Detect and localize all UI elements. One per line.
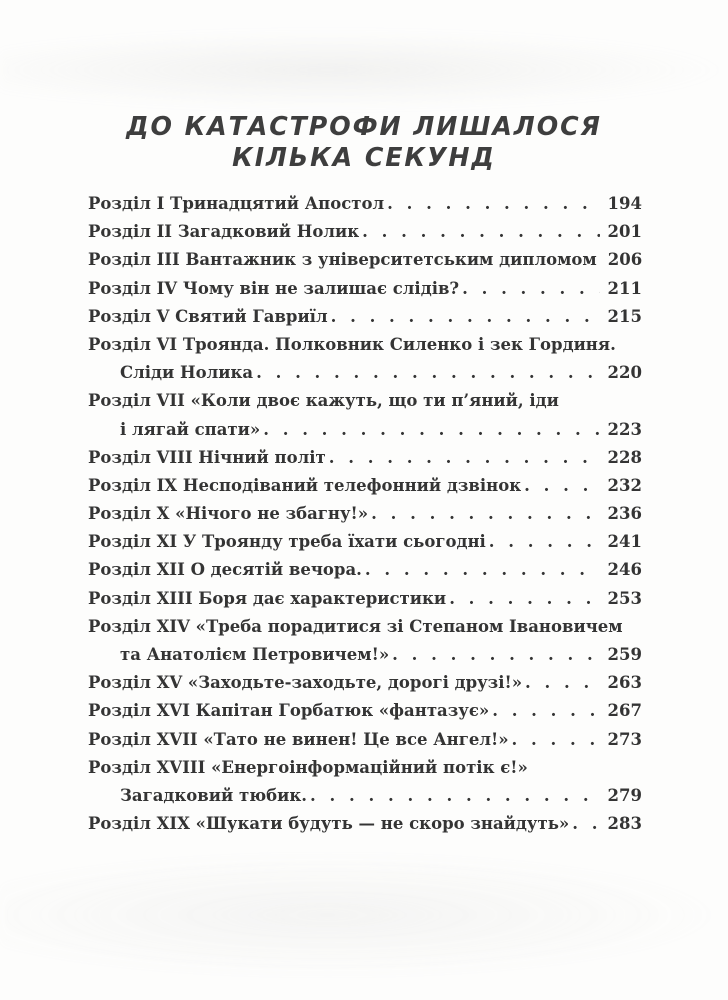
toc-entry [88, 303, 642, 331]
toc-entry [88, 810, 642, 838]
toc-leader-dots [326, 444, 600, 472]
toc-leader-dots [328, 303, 600, 331]
toc-leader-dots [509, 726, 600, 754]
toc-entry-title: Розділ I Тринадцятий Апостол [88, 194, 385, 213]
page-title-line2: КІЛЬКА СЕКУНД [232, 143, 496, 173]
toc-entry-title-continued: і лягай спати» [120, 419, 261, 439]
toc-entry-title: Розділ IX Несподіваний телефонний дзвінок [88, 475, 522, 495]
toc-leader-dots [368, 500, 599, 528]
toc-leader-dots [307, 782, 600, 810]
toc-entry-title: Розділ XII О десятій вечора. [88, 560, 362, 580]
toc-leader-dots [446, 585, 599, 613]
toc-page-number: 223 [607, 419, 642, 439]
toc-entry-title-continued: Загадковий тюбик. [120, 785, 308, 805]
page-title [40, 112, 688, 174]
toc-page-number: 259 [607, 645, 642, 664]
toc-entry-title: Розділ VII «Коли двоє кажуть, що ти п’яний, іди [88, 391, 559, 411]
toc-entry-title: Розділ X «Нічого не збагну!» [88, 504, 369, 524]
toc-entry-title: Розділ III Вантажник з університетським дипломом [88, 250, 597, 270]
toc-page-number: 206 [607, 250, 643, 270]
toc-leader-dots [459, 275, 599, 303]
toc-entry [88, 613, 642, 669]
toc-entry-title-continued: Сліди Нолика [120, 363, 254, 383]
toc-entry-title: Розділ XVI Капітан Горбатюк «фантазує» [88, 701, 490, 721]
toc-page-number: 263 [607, 673, 642, 693]
toc-entry [88, 528, 642, 556]
toc-page-number: 253 [607, 588, 642, 608]
toc-leader-dots [389, 641, 599, 669]
scan-artifact-bottom [0, 850, 728, 980]
toc-entry [88, 387, 642, 443]
toc-page-number: 246 [607, 560, 642, 580]
toc-page-number: 220 [607, 363, 642, 383]
toc-entry-title: Розділ VI Троянда. Полковник Силенко і зек Гординя. [88, 334, 616, 354]
toc-leader-dots [260, 416, 599, 444]
toc-entry [88, 585, 642, 613]
toc-entry [88, 331, 642, 387]
toc-entry-title: Розділ XVIII «Енергоінформаційний потік є!» [88, 757, 528, 777]
toc-page-number: 194 [607, 194, 642, 213]
toc-page-number: 201 [607, 222, 642, 242]
toc-leader-dots [359, 218, 599, 246]
toc-entry [88, 669, 642, 697]
toc-leader-dots [253, 359, 599, 387]
toc-entry-title: Розділ XV «Заходьте-заходьте, дорогі друзі!» [88, 673, 523, 693]
toc-entry [88, 246, 642, 274]
toc-entry [88, 726, 642, 754]
toc-page-number: 236 [607, 504, 642, 524]
toc-leader-dots [362, 556, 600, 584]
toc-entry-title: Розділ XIX «Шукати будуть — не скоро знайдуть» [88, 814, 570, 834]
toc-page-number: 267 [607, 701, 642, 721]
toc-page-number: 211 [607, 278, 642, 298]
toc-entry-title: Розділ XIII Боря дає характеристики [88, 588, 447, 608]
toc-entry [88, 218, 642, 246]
toc-entry-title: Розділ IV Чому він не залишає слідів? [88, 278, 460, 298]
toc-leader-dots [489, 697, 599, 725]
toc-entry [88, 444, 642, 472]
toc-entry-title: Розділ XI У Троянду треба їхати сьогодні [88, 532, 486, 552]
toc-entry-title: Розділ II Загадковий Нолик [88, 222, 360, 242]
toc-leader-dots [384, 190, 599, 218]
page-title-line1: ДО КАТАСТРОФИ ЛИШАЛОСЯ [126, 112, 602, 142]
toc-entry-title: Розділ VIII Нічний політ [88, 447, 326, 467]
toc-page-number: 241 [607, 532, 642, 552]
toc-page-number: 215 [607, 306, 642, 326]
toc-leader-dots [521, 472, 599, 500]
toc-entry [88, 472, 642, 500]
scan-artifact-top [0, 30, 728, 110]
toc-entry-title: Розділ XIV «Треба порадитися зі Степаном Івановичем [88, 616, 623, 636]
toc-entry-title-continued: та Анатолієм Петровичем!» [120, 645, 390, 664]
toc-page-number: 273 [607, 729, 642, 749]
toc-leader-dots [597, 246, 600, 274]
toc-entry [88, 190, 642, 218]
toc-page-number: 279 [607, 785, 642, 805]
toc-entry-title: Розділ XVII «Тато не винен! Це все Ангел!» [88, 729, 509, 749]
toc-entry-title: Розділ V Святий Гавриїл [88, 306, 328, 326]
toc-entry [88, 697, 642, 725]
toc-leader-dots [522, 669, 600, 697]
toc-entry [88, 500, 642, 528]
table-of-contents [88, 190, 642, 838]
toc-page-number: 283 [607, 814, 642, 834]
toc-page-number: 232 [607, 475, 642, 495]
toc-entry [88, 275, 642, 303]
toc-entry [88, 754, 642, 810]
toc-leader-dots [486, 528, 600, 556]
toc-entry [88, 556, 642, 584]
toc-page-number: 228 [607, 447, 642, 467]
toc-leader-dots [569, 810, 599, 838]
